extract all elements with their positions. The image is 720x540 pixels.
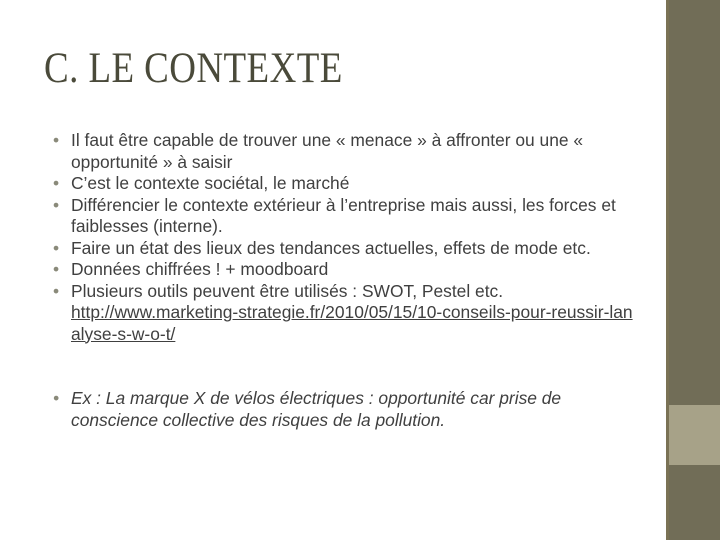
bullet-item-example: • Ex : La marque X de vélos électriques : opportunité car prise de conscience collective des risques de la pollution. (53, 388, 638, 431)
sidebar-block-top (669, 0, 720, 405)
bullet-item: • Différencier le contexte extérieur à l’entreprise mais aussi, les forces et faiblesses (interne). (53, 195, 638, 238)
bullet-text: Plusieurs outils peuvent être utilisés : SWOT, Pestel etc. (71, 280, 504, 301)
swot-link[interactable]: http://www.marketing-strategie.fr/2010/05/15/10-conseils-pour-reussir-lanalyse-s-w-o-t/ (71, 302, 633, 344)
bullet-item: • Il faut être capable de trouver une « menace » à affronter ou une « opportunité » à saisir (53, 130, 638, 173)
bullet-item: • Données chiffrées ! + moodboard (53, 259, 638, 281)
slide-title: C. LE CONTEXTE (44, 45, 343, 92)
bullet-list (53, 130, 638, 431)
bullet-item-tools (53, 281, 638, 346)
bullet-item: • Faire un état des lieux des tendances actuelles, effets de mode etc. (53, 238, 638, 260)
bullet-item: • C’est le contexte sociétal, le marché (53, 173, 638, 195)
sidebar-block-bottom (669, 465, 720, 540)
decorative-sidebar (666, 0, 720, 540)
sidebar-block-accent (669, 405, 720, 465)
